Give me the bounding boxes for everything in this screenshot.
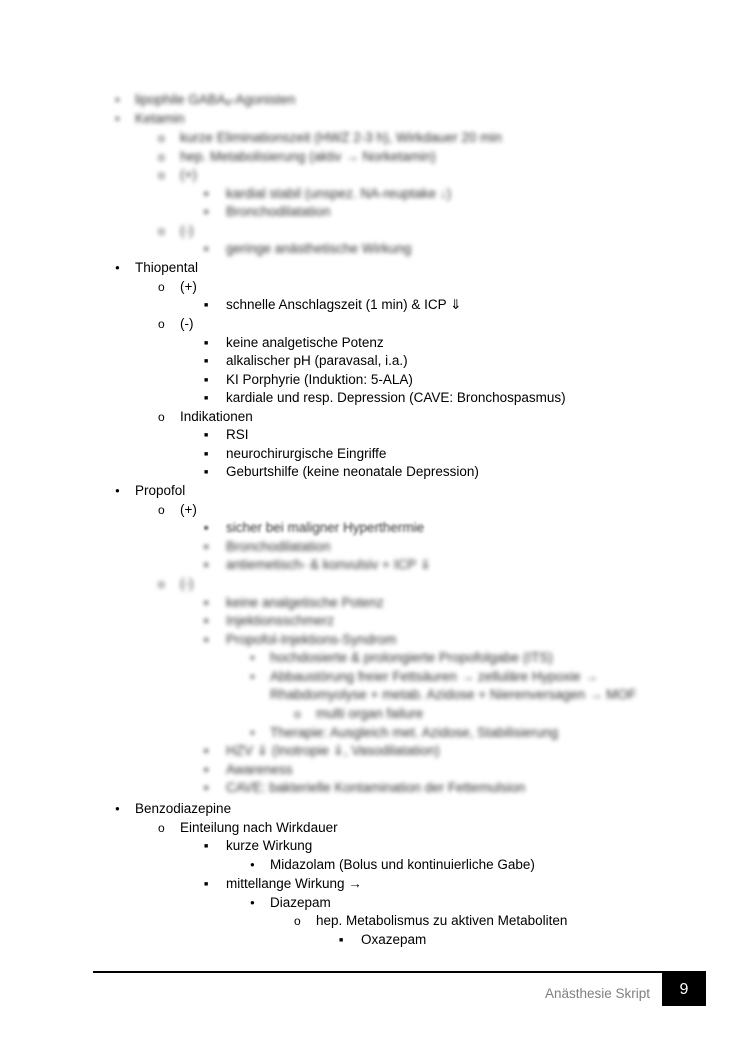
list-item-text: kardiale und resp. Depression (CAVE: Bronchospasmus) — [226, 390, 566, 405]
list-item — [180, 166, 197, 184]
list-item — [180, 315, 194, 333]
list-item-text: Abbaustörung freier Fettsäuren → zelluläre Hypoxie → — [270, 669, 598, 684]
list-item — [226, 594, 384, 612]
page-number: 9 — [662, 973, 706, 1006]
list-item-text: geringe anästhetische Wirkung — [226, 241, 412, 256]
list-item — [226, 538, 330, 556]
list-item — [180, 148, 436, 166]
list-item-text: Geburtshilfe (keine neonatale Depression) — [226, 464, 479, 479]
list-item — [226, 352, 408, 370]
list-item-text: antiemetisch- & konvulsiv + ICP ⇓ — [226, 557, 432, 572]
heading-propofol — [135, 482, 185, 500]
list-item — [226, 445, 386, 463]
list-item-text: lipophile GABAₐ-Agonisten — [135, 92, 296, 107]
list-item-text: Midazolam (Bolus und kontinuierliche Gabe) — [270, 857, 535, 872]
list-item-text: (-) — [180, 316, 194, 331]
list-item — [226, 742, 440, 760]
list-item-text: kurze Eliminationszeit (HWZ 2-3 h), Wirkdauer 20 min — [180, 130, 502, 145]
list-item-text: (+) — [180, 279, 197, 294]
list-item — [226, 371, 413, 389]
list-item — [226, 296, 461, 314]
list-item-text: mittellange Wirkung → — [226, 876, 362, 891]
list-item — [226, 240, 411, 258]
list-item — [226, 389, 566, 407]
list-item-text: KI Porphyrie (Induktion: 5-ALA) — [226, 372, 413, 387]
list-item — [180, 222, 194, 240]
list-item-text: sicher bei maligner Hyperthermie — [226, 520, 425, 535]
list-item — [180, 408, 253, 426]
list-item — [180, 129, 502, 147]
list-item-text: Propofol-Injektions-Syndrom — [226, 632, 397, 647]
list-item-text: (+) — [180, 167, 197, 182]
list-item — [270, 856, 535, 874]
footer-divider — [93, 971, 706, 973]
list-item — [135, 91, 295, 109]
list-item-text: Therapie: Ausgleich met. Azidose, Stabilisierung — [270, 725, 559, 740]
list-item — [226, 203, 330, 221]
list-item-text: Injektionsschmerz — [226, 613, 335, 628]
list-item-text: Diazepam — [270, 895, 331, 910]
list-item — [226, 334, 384, 352]
list-item — [226, 875, 362, 893]
list-item — [226, 185, 451, 203]
list-item-text: CAVE: bakterielle Kontamination der Fettemulsion — [226, 780, 526, 795]
list-item — [226, 761, 293, 779]
list-item — [180, 278, 197, 296]
list-item — [180, 575, 194, 593]
list-item — [316, 705, 423, 723]
list-item-text: Rhabdomyolyse + metab. Azidose + Nierenversagen → MOF — [270, 687, 637, 702]
list-item — [180, 501, 197, 519]
list-item-text: Benzodiazepine — [135, 801, 232, 816]
list-item — [226, 519, 424, 537]
list-item — [226, 463, 479, 481]
list-item-text: (-) — [180, 576, 194, 591]
list-item-text: kurze Wirkung — [226, 838, 313, 853]
list-item-text: Awareness — [226, 762, 293, 777]
list-item-text: hochdosierte & prolongierte Propofolgabe (ITS) — [270, 650, 553, 665]
list-item-text: Bronchodilatation — [226, 204, 331, 219]
list-item-text: (-) — [180, 223, 194, 238]
list-item — [361, 931, 426, 949]
list-item-text: multi organ failure — [316, 706, 424, 721]
list-item-text: RSI — [226, 427, 249, 442]
heading-thiopental — [135, 259, 198, 277]
list-item — [270, 649, 553, 667]
list-item — [180, 819, 338, 837]
list-item-text: keine analgetische Potenz — [226, 595, 384, 610]
list-item-text: schnelle Anschlagszeit (1 min) & ICP ⇓ — [226, 297, 462, 312]
list-item-continuation — [270, 686, 636, 704]
list-item — [135, 110, 185, 128]
list-item — [226, 837, 312, 855]
list-item-text: keine analgetische Potenz — [226, 335, 384, 350]
list-item-text: hep. Metabolismus zu aktiven Metaboliten — [316, 913, 568, 928]
list-item — [226, 426, 249, 444]
list-item-text: kardial stabil (unspez. NA-reuptake ↓) — [226, 186, 452, 201]
list-item — [226, 612, 334, 630]
list-item-text: Ketamin — [135, 111, 185, 126]
list-item-text: Indikationen — [180, 409, 253, 424]
list-item — [226, 779, 525, 797]
list-item-text: (+) — [180, 502, 197, 517]
list-item-text: hep. Metabolisierung (aktiv → Norketamin) — [180, 149, 436, 164]
list-item — [316, 912, 567, 930]
list-item-text: Bronchodilatation — [226, 539, 331, 554]
list-item — [270, 894, 331, 912]
list-item-text: Einteilung nach Wirkdauer — [180, 820, 338, 835]
list-item-text: Thiopental — [135, 260, 199, 275]
list-item — [270, 724, 558, 742]
list-item-text: alkalischer pH (paravasal, i.a.) — [226, 353, 408, 368]
list-item-text: Oxazepam — [361, 932, 427, 947]
heading-benzodiazepine — [135, 800, 231, 818]
list-item-text: Propofol — [135, 483, 186, 498]
list-item — [226, 631, 396, 649]
list-item-text: neurochirurgische Eingriffe — [226, 446, 387, 461]
list-item-text: HZV ⇓ (Inotropie ⇓, Vasodilatation) — [226, 743, 440, 758]
list-item — [226, 556, 431, 574]
footer-title: Anästhesie Skript — [545, 986, 651, 1001]
list-item — [270, 668, 598, 686]
